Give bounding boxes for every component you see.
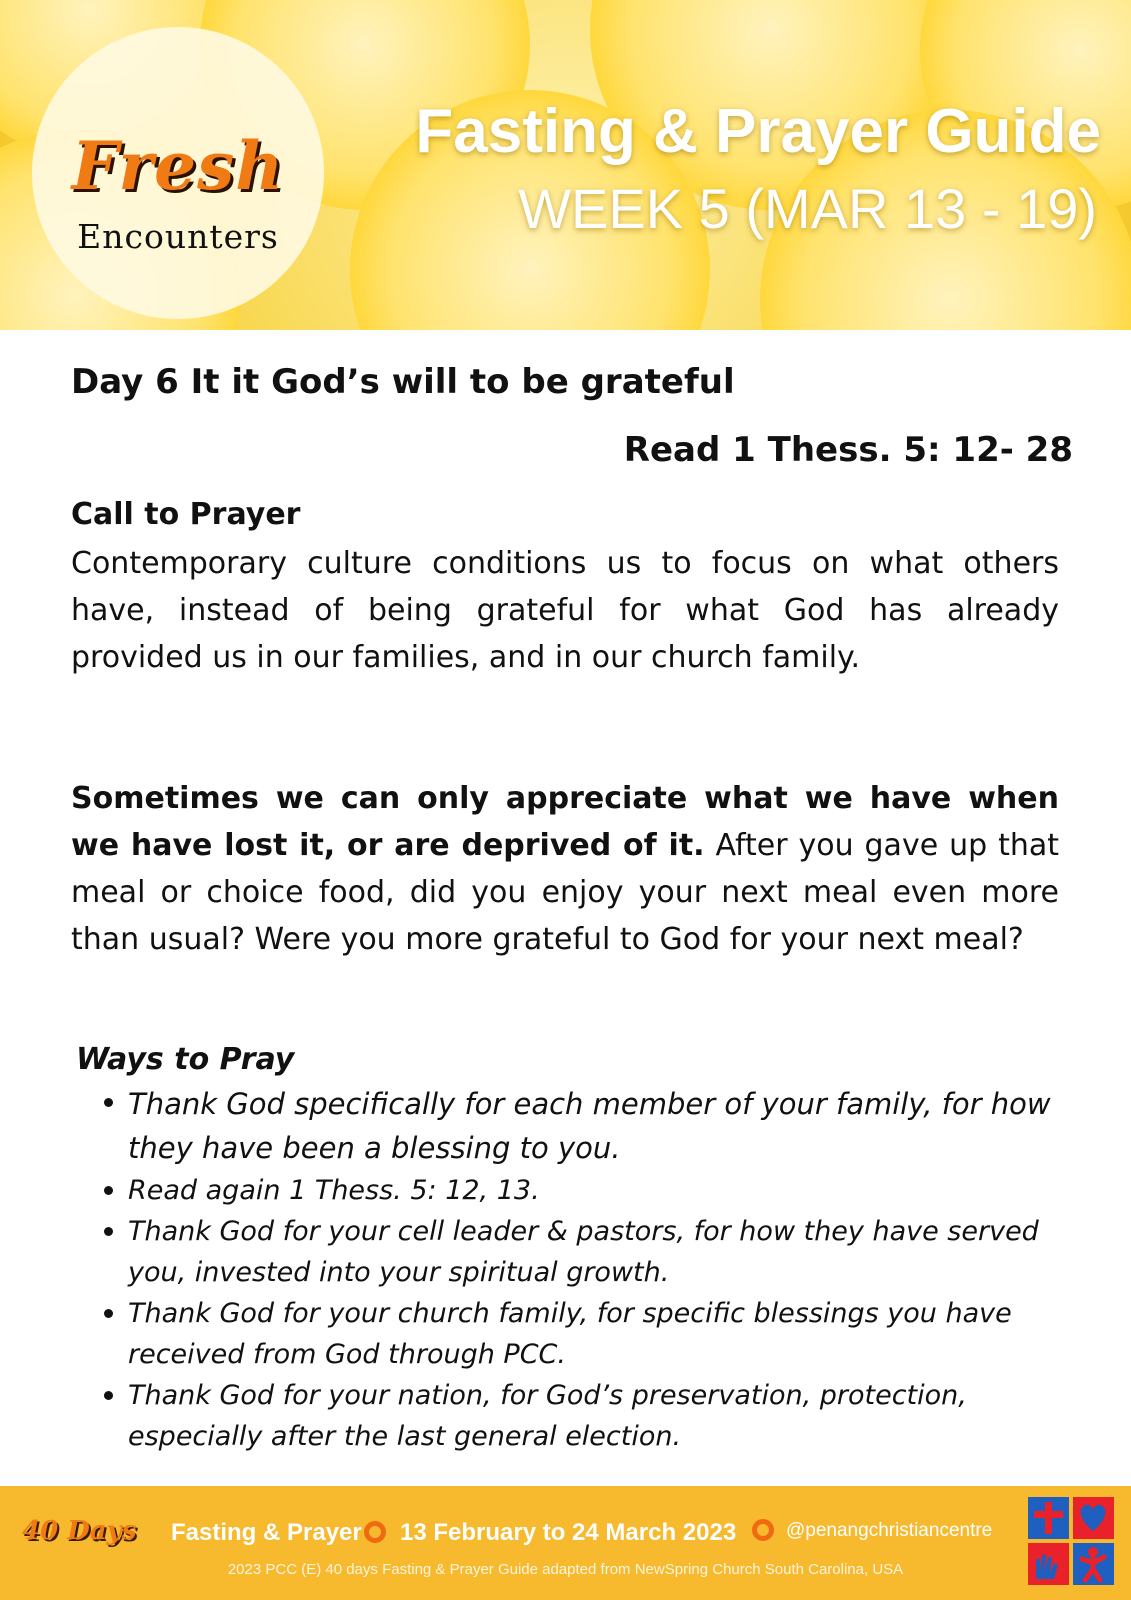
list-item [100,1082,1070,1170]
reflection-text: After you gave up that meal or choice food, did you enjoy your next meal even more than usual? Were you more grateful to God for your next meal? [71,828,1059,957]
list-item-text: Thank God for your church family, for specific blessings you have received from God through PCC. [128,1298,1012,1370]
logo-word-encounters: Encounters [77,217,279,256]
forty-days-label: 40 Days [22,1516,137,1546]
fresh-encounters-logo [32,27,324,319]
logo-word-fresh: Fresh [71,127,285,205]
pcc-church-logo [1028,1497,1114,1585]
bullet-icon [104,1309,113,1318]
day-title: Day 6 It it God’s will to be grateful [71,362,735,402]
list-item-text: Thank God for your cell leader & pastors, for how they have served you, invested into your spiritual growth. [128,1216,1039,1288]
ring-icon [752,1519,774,1541]
call-to-prayer-heading: Call to Prayer [71,497,301,532]
ways-to-pray-heading: Ways to Pray [76,1042,295,1077]
footer-dates: 13 February to 24 March 2023 [400,1519,737,1546]
bullet-icon [104,1227,113,1236]
bullet-icon [104,1391,113,1400]
list-item [100,1375,1070,1457]
list-item-text: Read again 1 Thess. 5: 12, 13. [128,1175,540,1206]
list-item [100,1211,1070,1293]
guide-title: Fasting & Prayer Guide [415,97,1101,166]
list-item-text: Thank God specifically for each member of your family, for how they have been a blessing to you. [128,1087,1051,1165]
guide-week: WEEK 5 (MAR 13 - 19) [518,177,1097,240]
footer-credit: 2023 PCC (E) 40 days Fasting & Prayer Guide adapted from NewSpring Church South Carolina, USA [227,1561,904,1578]
call-to-prayer-paragraph: Contemporary culture conditions us to focus on what others have, instead of being grateful for what God has already provided us in our families, and in our church family. [71,546,1059,675]
reflection-paragraph [71,775,1059,963]
social-handle[interactable]: @penangchristiancentre [786,1520,993,1541]
list-item-text: Thank God for your nation, for God’s preservation, protection, especially after the last general election. [128,1380,967,1452]
header-banner [0,0,1131,330]
bullet-icon [104,1098,113,1107]
scripture-reading: Read 1 Thess. 5: 12- 28 [623,430,1073,470]
ring-icon [364,1521,386,1543]
footer-program: Fasting & Prayer [171,1519,362,1546]
reflection-emphasis: Sometimes we can only appreciate what we have when we have lost it, or are deprived of it. [71,781,1059,863]
ways-to-pray-list [100,1082,1070,1457]
list-item [100,1170,1070,1211]
list-item [100,1293,1070,1375]
bullet-icon [104,1186,113,1195]
